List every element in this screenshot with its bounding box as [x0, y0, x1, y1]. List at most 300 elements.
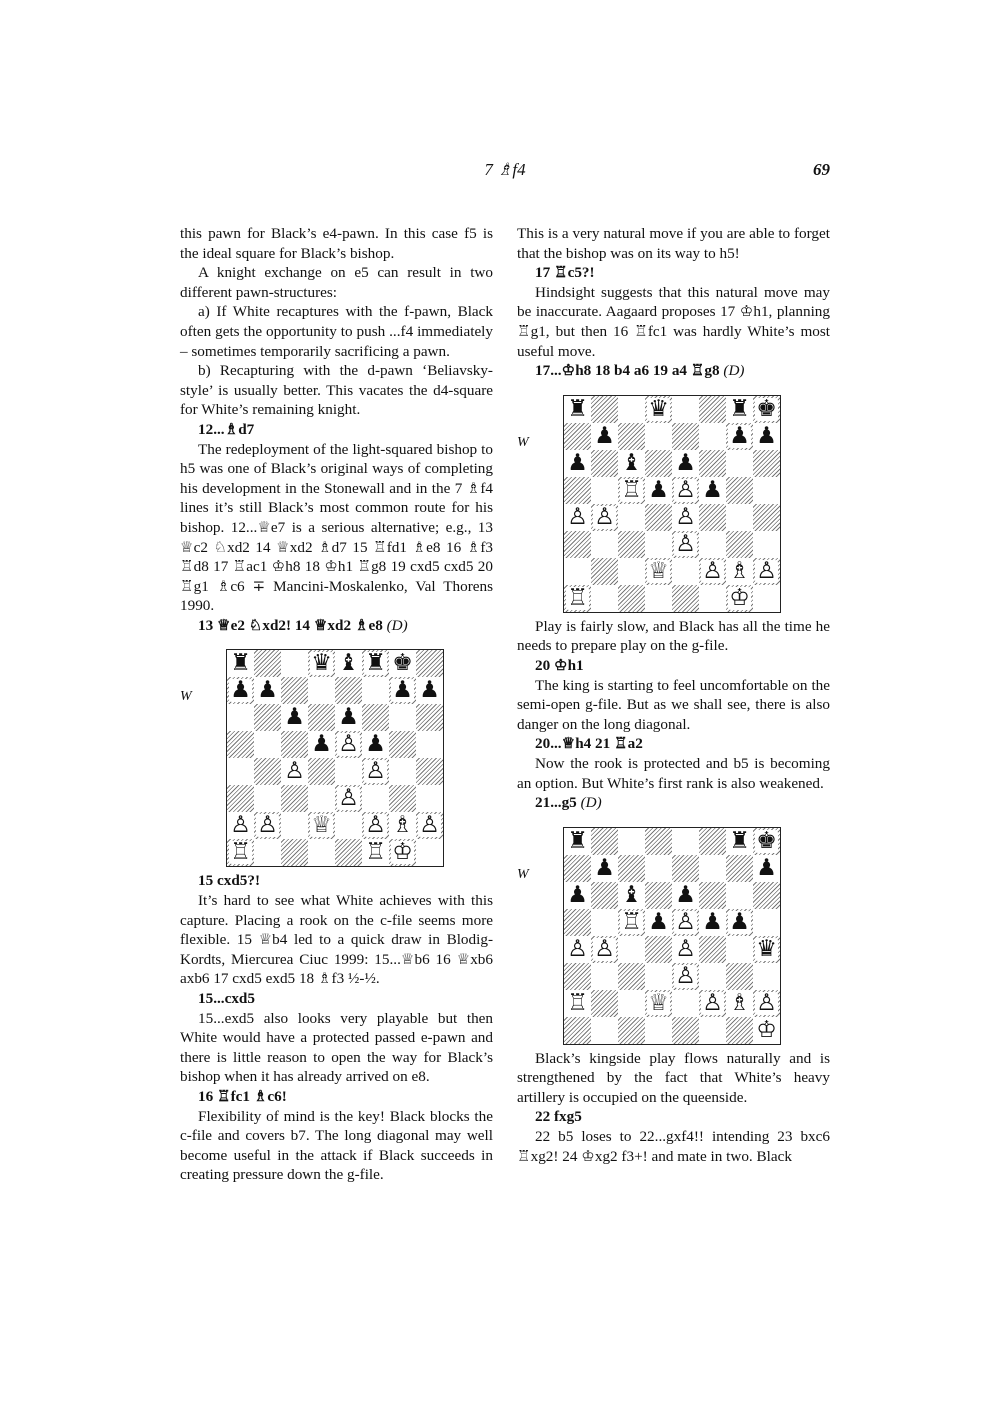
square-c3	[618, 531, 645, 558]
square-c6	[281, 704, 308, 731]
square-e8	[672, 828, 699, 855]
square-e5	[672, 909, 699, 936]
square-c1	[618, 585, 645, 612]
move-notation: 16 ♖fc1 ♗c6!	[198, 1088, 287, 1105]
square-h2	[753, 990, 780, 1017]
square-c3	[281, 785, 308, 812]
square-g3	[389, 785, 416, 812]
black-pawn-icon: ♟	[311, 731, 332, 758]
square-c4	[618, 504, 645, 531]
square-f6	[699, 450, 726, 477]
body-paragraph: This is a very natural move if you are able to forget that the bishop was on its way to h5!	[517, 225, 830, 262]
square-h3	[753, 531, 780, 558]
left-column	[180, 224, 493, 1185]
chess-diagram	[517, 813, 830, 1049]
square-a2	[564, 990, 591, 1017]
square-a4	[564, 504, 591, 531]
square-a7	[564, 423, 591, 450]
page-number: 69	[813, 160, 830, 179]
square-a3	[564, 963, 591, 990]
white-pawn-icon: ♙	[284, 758, 305, 785]
square-h4	[753, 504, 780, 531]
square-h8	[753, 828, 780, 855]
move-heading	[180, 871, 493, 891]
white-queen-icon: ♕	[648, 989, 669, 1016]
body-paragraph: a) If White recaptures with the f-pawn, Black often gets the opportunity to push ...f4 immediately – sometimes temporarily sacrificing a pawn.	[180, 303, 493, 360]
black-rook-icon: ♜	[230, 650, 251, 677]
square-a6	[564, 450, 591, 477]
side-to-move-label: W	[517, 434, 529, 450]
white-pawn-icon: ♙	[675, 476, 696, 503]
square-d4	[308, 758, 335, 785]
black-rook-icon: ♜	[729, 395, 750, 422]
square-b2	[591, 558, 618, 585]
white-pawn-icon: ♙	[338, 785, 359, 812]
square-g4	[726, 936, 753, 963]
square-f4	[362, 758, 389, 785]
body-paragraph: 22 b5 loses to 22...gxf4!! intending 23 bxc6 ♖xg2! 24 ♔xg2 f3+! and mate in two. Black	[517, 1128, 830, 1165]
square-a2	[564, 558, 591, 585]
square-f4	[699, 504, 726, 531]
chess-board	[563, 827, 781, 1045]
square-a8	[227, 650, 254, 677]
white-pawn-icon: ♙	[338, 731, 359, 758]
square-f7	[362, 677, 389, 704]
square-b8	[591, 828, 618, 855]
square-b1	[254, 839, 281, 866]
move-heading	[517, 656, 830, 676]
square-c6	[618, 450, 645, 477]
square-g1	[726, 585, 753, 612]
square-b5	[254, 731, 281, 758]
chess-diagram	[517, 381, 830, 617]
square-c6	[618, 882, 645, 909]
white-pawn-icon: ♙	[567, 503, 588, 530]
square-b2	[591, 990, 618, 1017]
square-a3	[564, 531, 591, 558]
move-heading	[180, 1087, 493, 1107]
square-g2	[726, 990, 753, 1017]
square-a5	[564, 477, 591, 504]
square-a1	[564, 585, 591, 612]
square-f5	[699, 909, 726, 936]
move-heading	[180, 616, 493, 636]
square-d1	[308, 839, 335, 866]
square-d8	[308, 650, 335, 677]
move-heading	[180, 420, 493, 440]
square-f3	[699, 963, 726, 990]
square-c5	[618, 477, 645, 504]
square-c8	[618, 828, 645, 855]
white-queen-icon: ♕	[648, 557, 669, 584]
square-c7	[281, 677, 308, 704]
black-pawn-icon: ♟	[702, 476, 723, 503]
square-g3	[726, 963, 753, 990]
square-a8	[564, 396, 591, 423]
square-f1	[699, 585, 726, 612]
square-d5	[645, 909, 672, 936]
white-queen-icon: ♕	[311, 812, 332, 839]
black-pawn-icon: ♟	[567, 449, 588, 476]
square-h7	[753, 855, 780, 882]
square-h6	[416, 704, 443, 731]
square-e2	[335, 812, 362, 839]
white-pawn-icon: ♙	[230, 812, 251, 839]
black-king-icon: ♚	[756, 395, 777, 422]
body-paragraph: It’s hard to see what White achieves with this capture. Placing a rook on the c-file seems more flexible. 15 ♕b4 led to a quick draw in Blodig-Kordts, Miercurea Ciuc 1999: 15...♕b6 16 ♕xb6 axb6 17 cxd5 exd5 18 ♗f3 ½-½.	[180, 892, 493, 988]
black-queen-icon: ♛	[756, 935, 777, 962]
move-heading	[517, 793, 830, 813]
square-g2	[389, 812, 416, 839]
square-b1	[591, 585, 618, 612]
square-d6	[308, 704, 335, 731]
square-g5	[389, 731, 416, 758]
square-f2	[699, 990, 726, 1017]
white-pawn-icon: ♙	[567, 935, 588, 962]
black-rook-icon: ♜	[567, 827, 588, 854]
square-b7	[591, 423, 618, 450]
square-e7	[672, 423, 699, 450]
square-a6	[227, 704, 254, 731]
chess-board	[563, 395, 781, 613]
square-b1	[591, 1017, 618, 1044]
square-d2	[645, 558, 672, 585]
white-pawn-icon: ♙	[675, 503, 696, 530]
white-pawn-icon: ♙	[257, 812, 278, 839]
square-c4	[618, 936, 645, 963]
white-king-icon: ♔	[756, 1016, 777, 1043]
square-c1	[618, 1017, 645, 1044]
body-paragraph: Hindsight suggests that this natural move may be inaccurate. Aagaard proposes 17 ♔h1, planning ♖g1, but then 16 ♖fc1 was hardly White’s most useful move.	[517, 283, 830, 360]
square-h7	[416, 677, 443, 704]
move-notation: 15 cxd5?!	[198, 872, 261, 890]
square-g2	[726, 558, 753, 585]
square-h8	[416, 650, 443, 677]
square-h6	[753, 450, 780, 477]
square-e1	[335, 839, 362, 866]
square-e6	[335, 704, 362, 731]
move-heading	[180, 989, 493, 1009]
black-pawn-icon: ♟	[756, 854, 777, 881]
white-pawn-icon: ♙	[594, 935, 615, 962]
square-d7	[645, 423, 672, 450]
body-paragraph: Black’s kingside play flows naturally and is strengthened by the fact that White’s heavy artillery is occupied on the queenside.	[517, 1049, 830, 1106]
body-paragraph: Flexibility of mind is the key! Black blocks the c-file and covers b7. The long diagonal may well become useful in the attack if Black succeeds in creating pressure down the g-file.	[180, 1107, 493, 1184]
white-pawn-icon: ♙	[365, 812, 386, 839]
white-pawn-icon: ♙	[419, 812, 440, 839]
right-column	[517, 224, 830, 1166]
square-b4	[254, 758, 281, 785]
square-h1	[753, 1017, 780, 1044]
square-f6	[699, 882, 726, 909]
square-a5	[227, 731, 254, 758]
square-h2	[753, 558, 780, 585]
side-to-move-label: W	[180, 689, 192, 705]
black-pawn-icon: ♟	[702, 908, 723, 935]
square-c8	[281, 650, 308, 677]
white-pawn-icon: ♙	[675, 962, 696, 989]
move-notation: 17 ♖c5?!	[535, 264, 595, 282]
running-title: 7 ♗f4	[484, 160, 526, 179]
square-g8	[726, 396, 753, 423]
square-c5	[618, 909, 645, 936]
black-rook-icon: ♜	[567, 395, 588, 422]
square-g1	[726, 1017, 753, 1044]
square-b5	[591, 477, 618, 504]
square-f7	[699, 855, 726, 882]
square-c1	[281, 839, 308, 866]
black-king-icon: ♚	[756, 827, 777, 854]
square-g7	[726, 855, 753, 882]
black-bishop-icon: ♝	[621, 449, 642, 476]
body-paragraph: b) Recapturing with the d-pawn ‘Beliavsky-style’ is usually better. This vacates the d4-square for White’s remaining knight.	[180, 362, 493, 419]
move-notation: 20 ♔h1	[535, 656, 584, 674]
black-pawn-icon: ♟	[594, 854, 615, 881]
move-notation: 20...♕h4 21 ♖a2	[535, 735, 643, 753]
body-paragraph: Now the rook is protected and b5 is becoming an option. But White’s first rank is also weakened.	[517, 754, 830, 792]
square-a8	[564, 828, 591, 855]
square-g3	[726, 531, 753, 558]
square-g1	[389, 839, 416, 866]
square-g7	[389, 677, 416, 704]
square-b6	[591, 450, 618, 477]
square-e7	[672, 855, 699, 882]
white-king-icon: ♔	[729, 584, 750, 611]
diagram-marker: (D)	[723, 362, 745, 380]
black-bishop-icon: ♝	[338, 650, 359, 677]
square-c7	[618, 423, 645, 450]
white-rook-icon: ♖	[365, 839, 386, 866]
square-g5	[726, 909, 753, 936]
square-e5	[672, 477, 699, 504]
white-pawn-icon: ♙	[702, 989, 723, 1016]
black-pawn-icon: ♟	[675, 881, 696, 908]
square-h3	[416, 785, 443, 812]
square-h5	[753, 909, 780, 936]
square-b7	[591, 855, 618, 882]
square-f8	[699, 396, 726, 423]
square-a6	[564, 882, 591, 909]
square-d5	[308, 731, 335, 758]
square-f4	[699, 936, 726, 963]
black-pawn-icon: ♟	[338, 704, 359, 731]
square-f3	[699, 531, 726, 558]
black-pawn-icon: ♟	[284, 704, 305, 731]
black-pawn-icon: ♟	[419, 677, 440, 704]
black-pawn-icon: ♟	[230, 677, 251, 704]
square-b5	[591, 909, 618, 936]
square-d8	[645, 396, 672, 423]
body-paragraph: this pawn for Black’s e4-pawn. In this case f5 is the ideal square for Black’s bishop.	[180, 225, 493, 262]
square-h4	[416, 758, 443, 785]
square-b3	[254, 785, 281, 812]
square-a1	[564, 1017, 591, 1044]
square-d3	[308, 785, 335, 812]
square-e3	[335, 785, 362, 812]
white-rook-icon: ♖	[230, 839, 251, 866]
white-bishop-icon: ♗	[729, 989, 750, 1016]
square-c3	[618, 963, 645, 990]
square-g6	[726, 450, 753, 477]
move-notation: 15...cxd5	[198, 990, 255, 1008]
square-g8	[389, 650, 416, 677]
square-d1	[645, 585, 672, 612]
square-c2	[281, 812, 308, 839]
move-heading	[517, 734, 830, 754]
square-b4	[591, 504, 618, 531]
black-pawn-icon: ♟	[365, 731, 386, 758]
black-rook-icon: ♜	[729, 827, 750, 854]
square-h8	[753, 396, 780, 423]
square-g4	[726, 504, 753, 531]
black-bishop-icon: ♝	[621, 881, 642, 908]
white-bishop-icon: ♗	[392, 812, 413, 839]
white-rook-icon: ♖	[621, 476, 642, 503]
black-pawn-icon: ♟	[756, 422, 777, 449]
move-heading	[517, 1107, 830, 1127]
square-e8	[672, 396, 699, 423]
square-a4	[564, 936, 591, 963]
black-queen-icon: ♛	[311, 650, 332, 677]
white-rook-icon: ♖	[621, 908, 642, 935]
move-notation: 17...♔h8 18 b4 a6 19 a4 ♖g8	[535, 362, 720, 380]
square-h2	[416, 812, 443, 839]
square-g7	[726, 423, 753, 450]
square-a3	[227, 785, 254, 812]
side-to-move-label: W	[517, 866, 529, 882]
square-e4	[335, 758, 362, 785]
square-d7	[308, 677, 335, 704]
square-e6	[672, 450, 699, 477]
white-pawn-icon: ♙	[756, 989, 777, 1016]
square-b3	[591, 531, 618, 558]
body-paragraph: Play is fairly slow, and Black has all the time he needs to prepare play on the g-file.	[517, 617, 830, 655]
square-h3	[753, 963, 780, 990]
square-a2	[227, 812, 254, 839]
square-c2	[618, 558, 645, 585]
square-h7	[753, 423, 780, 450]
square-d3	[645, 963, 672, 990]
square-f5	[362, 731, 389, 758]
body-paragraph: A knight exchange on e5 can result in two different pawn-structures:	[180, 264, 493, 301]
white-pawn-icon: ♙	[675, 908, 696, 935]
white-pawn-icon: ♙	[675, 935, 696, 962]
white-pawn-icon: ♙	[702, 557, 723, 584]
square-b6	[591, 882, 618, 909]
white-rook-icon: ♖	[567, 989, 588, 1016]
square-a7	[227, 677, 254, 704]
square-c8	[618, 396, 645, 423]
square-d4	[645, 936, 672, 963]
black-pawn-icon: ♟	[648, 908, 669, 935]
square-f2	[362, 812, 389, 839]
square-e7	[335, 677, 362, 704]
white-rook-icon: ♖	[567, 584, 588, 611]
square-d3	[645, 531, 672, 558]
square-h6	[753, 882, 780, 909]
square-b3	[591, 963, 618, 990]
square-h5	[753, 477, 780, 504]
white-pawn-icon: ♙	[365, 758, 386, 785]
square-d2	[308, 812, 335, 839]
square-b7	[254, 677, 281, 704]
square-d1	[645, 1017, 672, 1044]
white-pawn-icon: ♙	[594, 503, 615, 530]
square-a5	[564, 909, 591, 936]
black-queen-icon: ♛	[648, 395, 669, 422]
square-f1	[362, 839, 389, 866]
square-g8	[726, 828, 753, 855]
body-paragraph: The redeployment of the light-squared bishop to h5 was one of Black’s original ways of completing his development in the Stonewall and in the 7 ♗f4 lines it’s still Black’s most common route for his bishop. 12...♕e7 is a serious alternative; e.g., 13 ♕c2 ♘xd2 14 ♕xd2 ♗d7 15 ♖fd1 ♗e8 16 ♗f3 ♖d8 17 ♖ac1 ♔h8 18 ♔h1 ♖g8 19 cxd5 cxd5 20 ♖g1 ♗c6 ∓ Mancini-Moskalenko, Val Thorens 1990.	[180, 440, 493, 615]
square-g6	[726, 882, 753, 909]
square-e4	[672, 504, 699, 531]
square-b8	[254, 650, 281, 677]
square-h1	[753, 585, 780, 612]
black-pawn-icon: ♟	[392, 677, 413, 704]
square-g4	[389, 758, 416, 785]
square-c2	[618, 990, 645, 1017]
square-f1	[699, 1017, 726, 1044]
square-f6	[362, 704, 389, 731]
black-pawn-icon: ♟	[729, 908, 750, 935]
black-king-icon: ♚	[392, 650, 413, 677]
square-e3	[672, 963, 699, 990]
chess-board	[226, 649, 444, 867]
square-d7	[645, 855, 672, 882]
square-d8	[645, 828, 672, 855]
square-e2	[672, 990, 699, 1017]
square-f7	[699, 423, 726, 450]
body-paragraph: 15...exd5 also looks very playable but then White would have a protected passed e-pawn and there is little reason to open the way for Black’s bishop when it has already arrived on e8.	[180, 1009, 493, 1086]
body-paragraph: The king is starting to feel uncomfortable on the semi-open g-file. But as we shall see, there is also danger on the long diagonal.	[517, 676, 830, 733]
square-d5	[645, 477, 672, 504]
running-header	[180, 160, 830, 184]
square-f2	[699, 558, 726, 585]
white-king-icon: ♔	[392, 839, 413, 866]
move-notation: 13 ♕e2 ♘xd2! 14 ♕xd2 ♗e8	[198, 616, 383, 634]
square-f8	[362, 650, 389, 677]
black-pawn-icon: ♟	[729, 422, 750, 449]
square-d6	[645, 450, 672, 477]
square-f8	[699, 828, 726, 855]
chess-diagram	[180, 635, 493, 871]
move-notation: 22 fxg5	[535, 1108, 582, 1126]
square-b6	[254, 704, 281, 731]
diagram-marker: (D)	[386, 616, 408, 634]
move-notation: 21...g5	[535, 794, 577, 812]
square-e1	[672, 1017, 699, 1044]
square-b2	[254, 812, 281, 839]
black-pawn-icon: ♟	[257, 677, 278, 704]
black-pawn-icon: ♟	[648, 476, 669, 503]
square-d2	[645, 990, 672, 1017]
white-bishop-icon: ♗	[729, 557, 750, 584]
square-a4	[227, 758, 254, 785]
square-e6	[672, 882, 699, 909]
white-pawn-icon: ♙	[756, 557, 777, 584]
square-g5	[726, 477, 753, 504]
square-e3	[672, 531, 699, 558]
square-c5	[281, 731, 308, 758]
square-h5	[416, 731, 443, 758]
black-rook-icon: ♜	[365, 650, 386, 677]
square-h4	[753, 936, 780, 963]
black-pawn-icon: ♟	[594, 422, 615, 449]
square-e2	[672, 558, 699, 585]
square-b8	[591, 396, 618, 423]
square-b4	[591, 936, 618, 963]
square-g6	[389, 704, 416, 731]
